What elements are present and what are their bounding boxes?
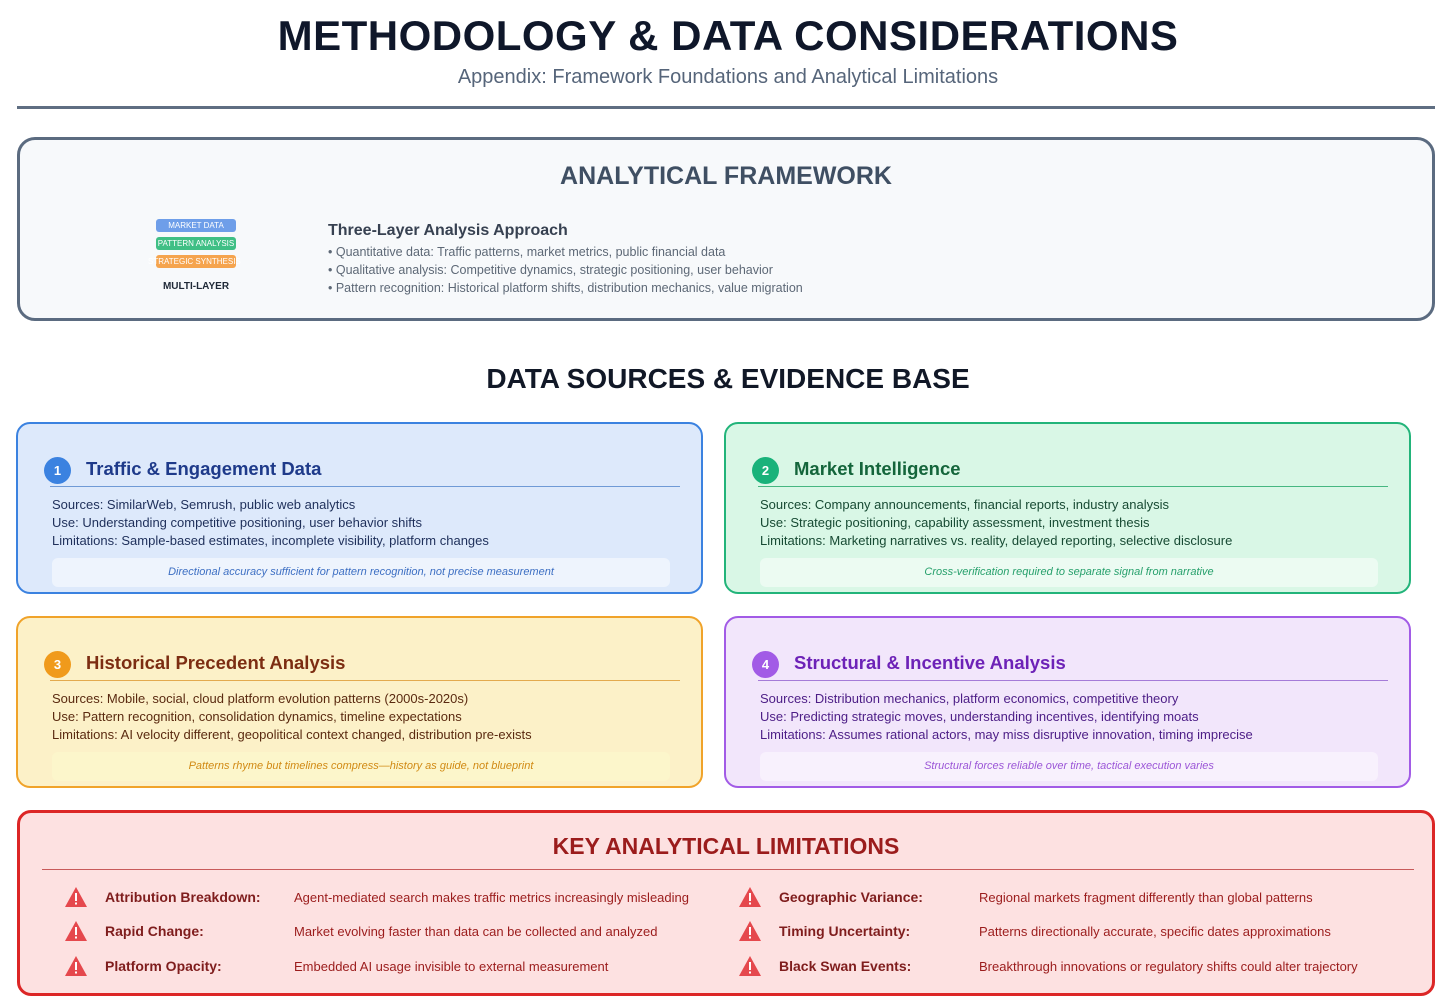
- limitation-label: Black Swan Events:: [779, 958, 912, 974]
- warning-icon: [738, 920, 762, 942]
- title-divider: [17, 106, 1435, 109]
- warning-icon: [64, 920, 88, 942]
- source-card-market-intelligence: [724, 422, 1411, 594]
- framework-panel: [17, 137, 1435, 321]
- card-note: Patterns rhyme but timelines compress—history as guide, not blueprint: [52, 752, 670, 781]
- card-sources-line: Sources: Mobile, social, cloud platform evolution patterns (2000s-2020s): [52, 691, 469, 706]
- limitation-label: Attribution Breakdown:: [105, 889, 261, 905]
- card-note: Directional accuracy sufficient for pattern recognition, not precise measurement: [52, 558, 670, 587]
- card-note: Cross-verification required to separate signal from narrative: [760, 558, 1378, 587]
- layer-strategic-synthesis: STRATEGIC SYNTHESIS: [148, 257, 241, 266]
- limitations-panel: [17, 810, 1435, 996]
- card-sources-line: Sources: Distribution mechanics, platform economics, competitive theory: [760, 691, 1179, 706]
- card-divider: [758, 486, 1388, 487]
- framework-bullet: • Qualitative analysis: Competitive dynamics, strategic positioning, user behavior: [328, 263, 773, 277]
- card-sources-line: Sources: Company announcements, financial reports, industry analysis: [760, 497, 1169, 512]
- card-use-line: Use: Predicting strategic moves, understanding incentives, identifying moats: [760, 709, 1199, 724]
- card-limitations-line: Limitations: Sample-based estimates, incomplete visibility, platform changes: [52, 533, 489, 548]
- card-number-badge: 3: [44, 651, 71, 678]
- limitation-text: Market evolving faster than data can be collected and analyzed: [294, 924, 658, 939]
- card-title: Historical Precedent Analysis: [86, 652, 346, 673]
- limitation-label: Geographic Variance:: [779, 889, 923, 905]
- card-use-line: Use: Understanding competitive positioning, user behavior shifts: [52, 515, 422, 530]
- framework-bullet: • Pattern recognition: Historical platform shifts, distribution mechanics, value migration: [328, 281, 803, 295]
- page-title: METHODOLOGY & DATA CONSIDERATIONS: [277, 12, 1179, 59]
- card-sources-line: Sources: SimilarWeb, Semrush, public web analytics: [52, 497, 356, 512]
- source-card-structural-incentive: [724, 616, 1411, 788]
- card-use-line: Use: Pattern recognition, consolidation dynamics, timeline expectations: [52, 709, 462, 724]
- limitations-divider: [42, 869, 1414, 870]
- card-number-badge: 2: [752, 457, 779, 484]
- limitation-label: Platform Opacity:: [105, 958, 222, 974]
- card-divider: [50, 486, 680, 487]
- card-number-badge: 1: [44, 457, 71, 484]
- limitation-text: Patterns directionally accurate, specific dates approximations: [979, 924, 1331, 939]
- page-subtitle: Appendix: Framework Foundations and Analytical Limitations: [457, 66, 999, 88]
- limitations-title: KEY ANALYTICAL LIMITATIONS: [552, 833, 900, 859]
- approach-title: Three-Layer Analysis Approach: [328, 222, 568, 239]
- source-card-traffic: [16, 422, 703, 594]
- warning-icon: [64, 886, 88, 908]
- card-title: Market Intelligence: [794, 458, 961, 479]
- card-limitations-line: Limitations: Marketing narratives vs. reality, delayed reporting, selective disclosure: [760, 533, 1233, 548]
- card-use-line: Use: Strategic positioning, capability assessment, investment thesis: [760, 515, 1150, 530]
- card-limitations-line: Limitations: Assumes rational actors, may miss disruptive innovation, timing imprecise: [760, 727, 1253, 742]
- card-divider: [758, 680, 1388, 681]
- warning-icon: [738, 886, 762, 908]
- limitation-text: Embedded AI usage invisible to external measurement: [294, 959, 609, 974]
- limitation-label: Timing Uncertainty:: [779, 923, 911, 939]
- card-title: Traffic & Engagement Data: [86, 458, 322, 479]
- card-number-badge: 4: [752, 651, 779, 678]
- warning-icon: [738, 955, 762, 977]
- framework-title: ANALYTICAL FRAMEWORK: [560, 162, 892, 190]
- layer-market-data: MARKET DATA: [156, 219, 236, 232]
- card-divider: [50, 680, 680, 681]
- card-limitations-line: Limitations: AI velocity different, geopolitical context changed, distribution pre-exists: [52, 727, 532, 742]
- layers-caption: MULTI-LAYER: [162, 281, 230, 292]
- limitation-text: Agent-mediated search makes traffic metrics increasingly misleading: [294, 890, 689, 905]
- card-title: Structural & Incentive Analysis: [794, 652, 1066, 673]
- limitation-text: Regional markets fragment differently than global patterns: [979, 890, 1313, 905]
- source-card-historical-precedent: [16, 616, 703, 788]
- card-note: Structural forces reliable over time, tactical execution varies: [760, 752, 1378, 781]
- limitation-label: Rapid Change:: [105, 923, 204, 939]
- framework-bullet: • Quantitative data: Traffic patterns, market metrics, public financial data: [328, 245, 726, 259]
- layer-pattern-analysis: PATTERN ANALYSIS: [157, 239, 235, 248]
- warning-icon: [64, 955, 88, 977]
- sources-section-title: DATA SOURCES & EVIDENCE BASE: [486, 363, 970, 394]
- limitation-text: Breakthrough innovations or regulatory shifts could alter trajectory: [979, 959, 1358, 974]
